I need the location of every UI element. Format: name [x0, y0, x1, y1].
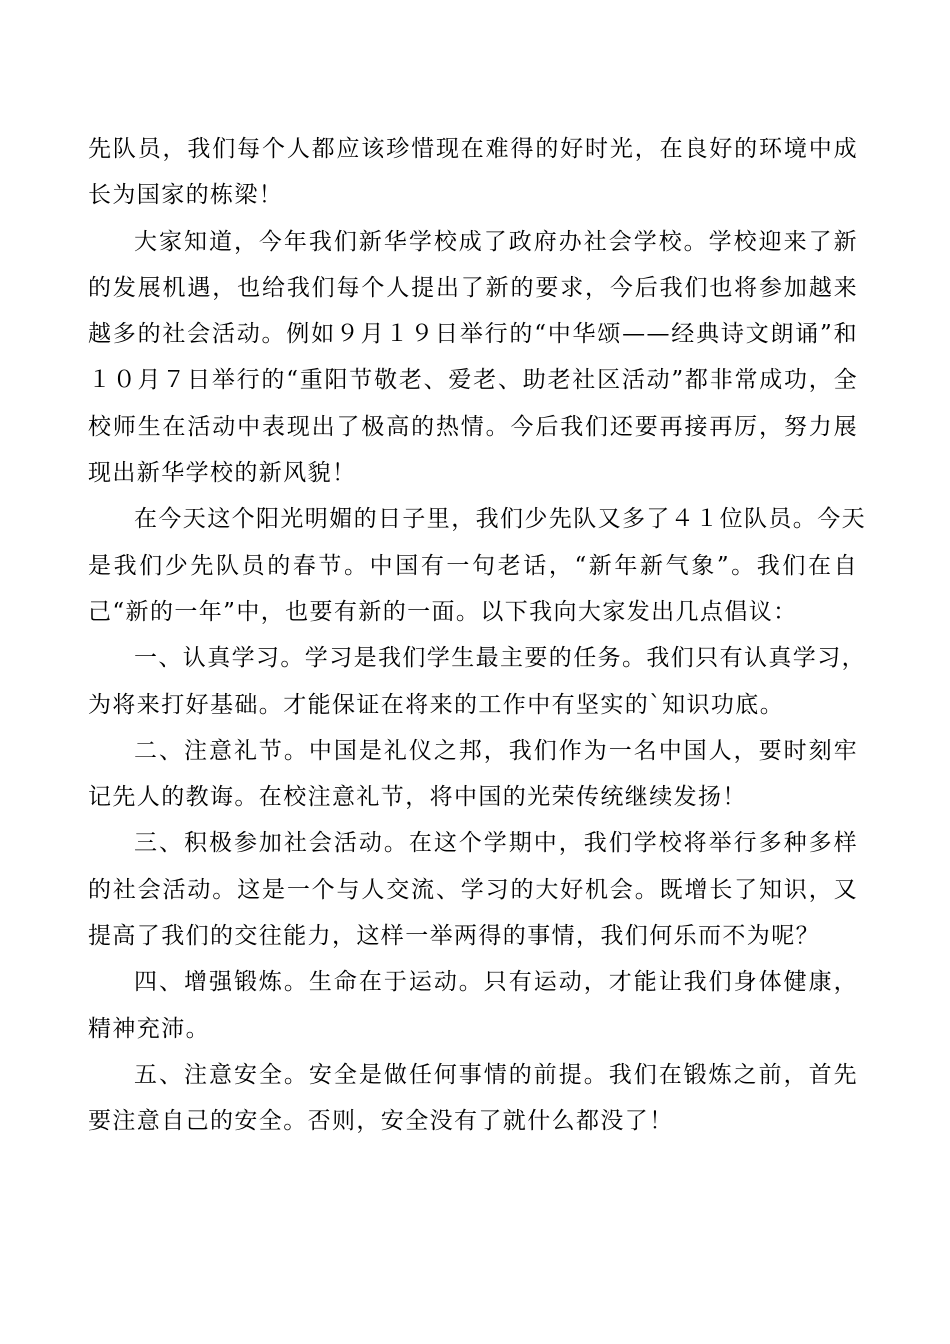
text-line: 精神充沛。 [88, 1015, 210, 1042]
text-line: 提高了我们的交往能力，这样一举两得的事情，我们何乐而不为呢？ [88, 923, 820, 950]
text-line: 先队员，我们每个人都应该珍惜现在难得的好时光，在良好的环境中成 [88, 136, 858, 162]
text-line: 五、注意安全。安全是做任何事情的前提。我们在锻炼之前，首先 [134, 1061, 858, 1088]
proposal-4 [88, 959, 858, 1052]
text-line: 为将来打好基础。才能保证在将来的工作中有坚实的`知识功底。 [88, 691, 785, 718]
text-line: 一、认真学习。学习是我们学生最主要的任务。我们只有认真学习， [134, 645, 866, 672]
text-line: １０月７日举行的“重阳节敬老、爱老、助老社区活动”都非常成功，全 [88, 367, 858, 394]
text-line: 四、增强锻炼。生命在于运动。只有运动，才能让我们身体健康， [134, 969, 858, 996]
text-line: 是我们少先队员的春节。中国有一句老话，“新年新气象”。我们在自 [88, 552, 858, 579]
text-line: 二、注意礼节。中国是礼仪之邦，我们作为一名中国人，要时刻牢 [134, 737, 858, 764]
text-line: 己“新的一年”中，也要有新的一面。以下我向大家发出几点倡议： [88, 598, 798, 625]
text-line: 校师生在活动中表现出了极高的热情。今后我们还要再接再厉，努力展 [88, 413, 858, 440]
text-line: 现出新华学校的新风貌！ [88, 460, 357, 487]
paragraph-1 [88, 126, 858, 219]
paragraph-2 [88, 219, 858, 497]
proposal-2 [88, 728, 858, 821]
text-line: 长为国家的栋梁！ [88, 182, 284, 209]
text-line: 记先人的教诲。在校注意礼节，将中国的光荣传统继续发扬！ [88, 784, 747, 811]
text-line: 的社会活动。这是一个与人交流、学习的大好机会。既增长了知识，又 [88, 876, 858, 903]
paragraph-3 [88, 496, 866, 635]
text-line: 越多的社会活动。例如９月１９日举行的“中华颂——经典诗文朗诵”和 [88, 321, 858, 348]
proposal-1 [88, 635, 866, 728]
text-line: 大家知道，今年我们新华学校成了政府办社会学校。学校迎来了新 [134, 228, 858, 255]
body-text [88, 126, 866, 1145]
text-line: 三、积极参加社会活动。在这个学期中，我们学校将举行多种多样 [134, 830, 858, 857]
proposal-5 [88, 1052, 858, 1145]
proposal-3 [88, 820, 858, 959]
text-line: 的发展机遇，也给我们每个人提出了新的要求，今后我们也将参加越来 [88, 274, 858, 301]
text-line: 在今天这个阳光明媚的日子里，我们少先队又多了４１位队员。今天 [134, 506, 866, 533]
text-line: 要注意自己的安全。否则，安全没有了就什么都没了！ [88, 1108, 674, 1135]
